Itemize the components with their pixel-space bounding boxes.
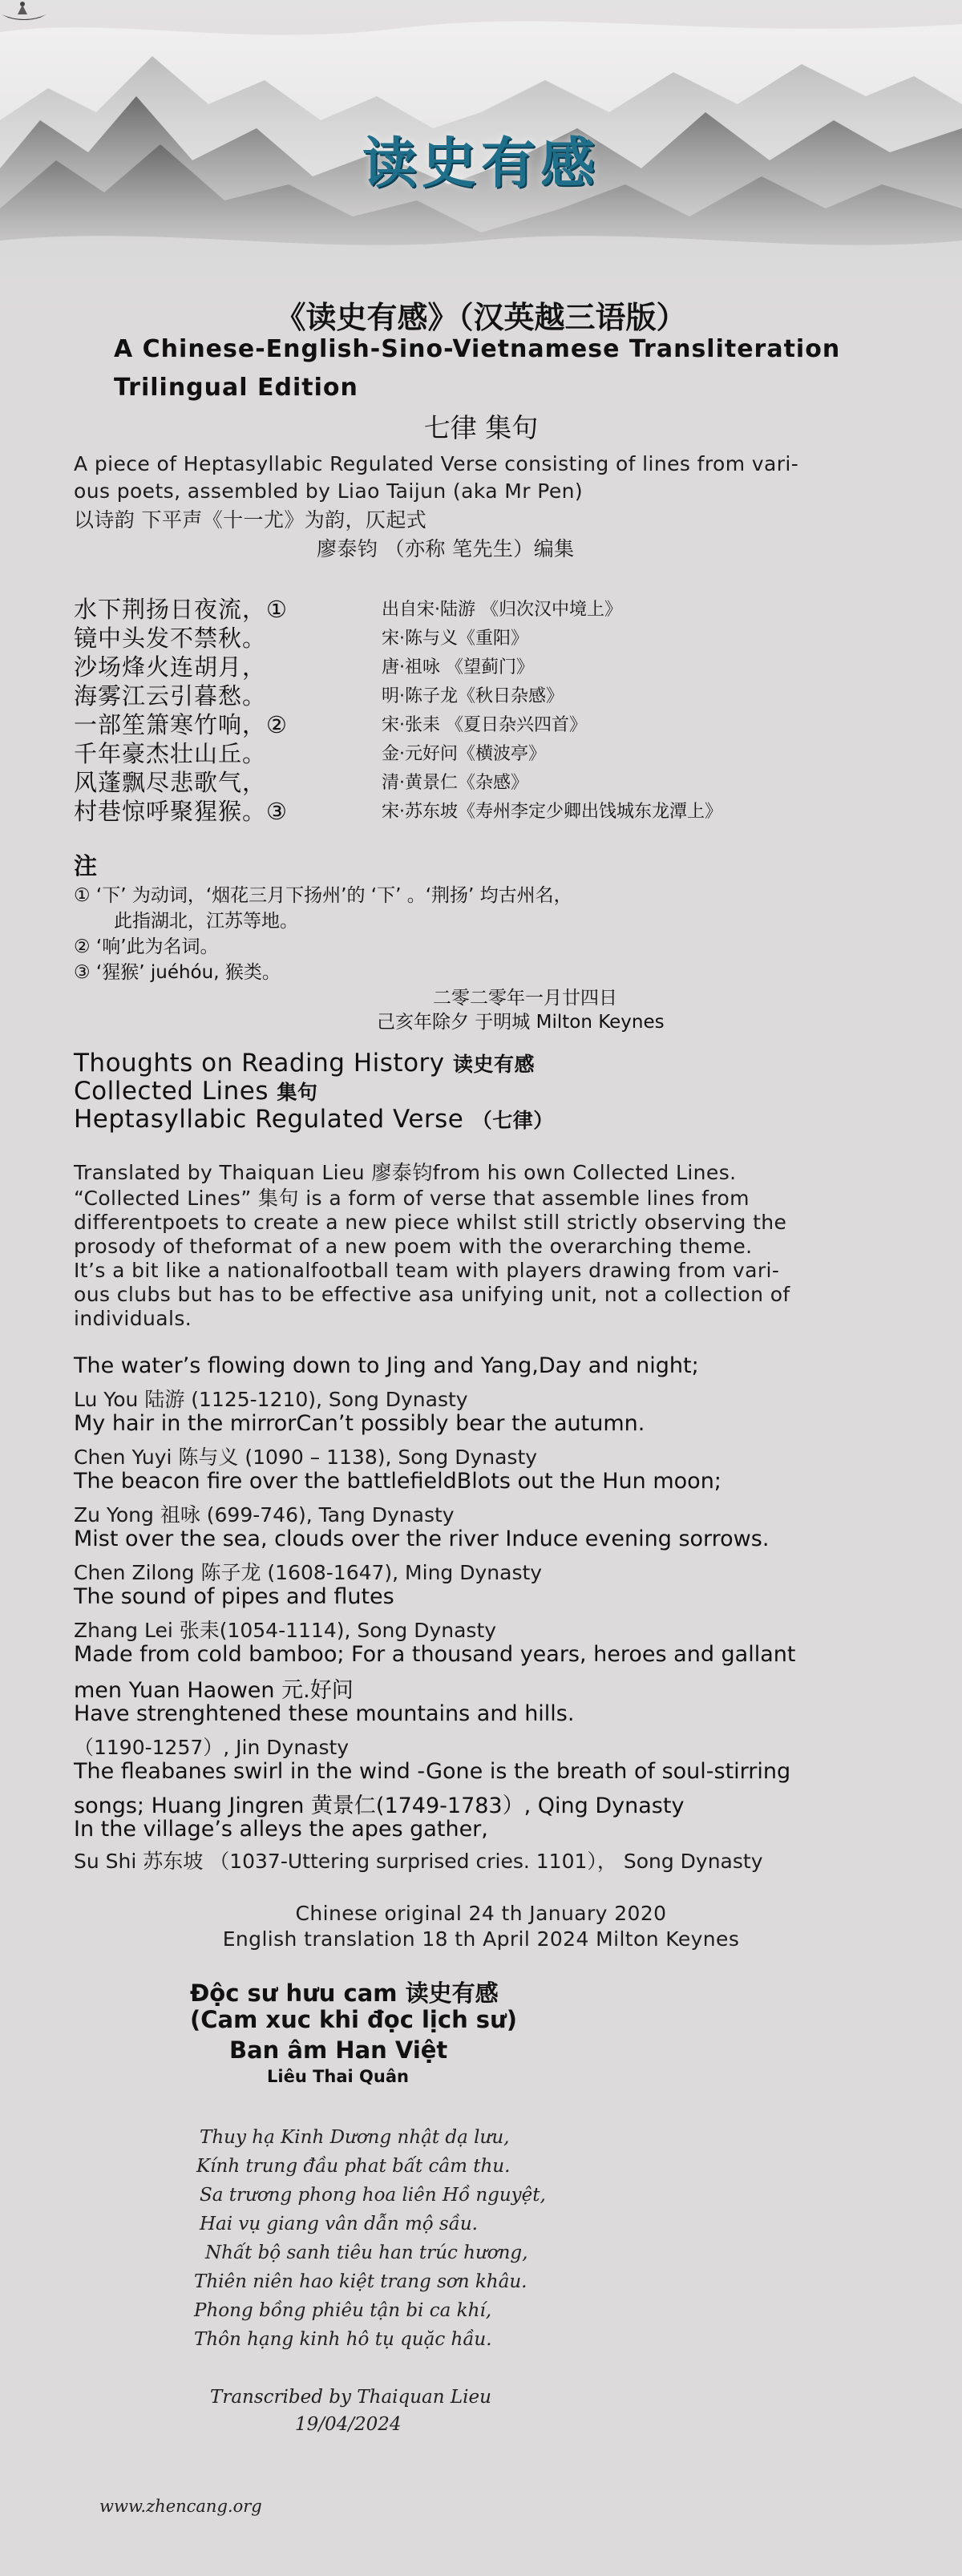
transcriber-line: Transcribed by Thaiquan Lieu	[210, 2387, 491, 2408]
description-line: “Collected Lines” 集句 is a form of verse that assemble lines from	[74, 1187, 750, 1210]
description-line: prosody of theformat of a new poem with the overarching theme.	[74, 1235, 753, 1258]
translator-en: Translated by Thaiquan Lieu	[74, 1161, 372, 1184]
verse-author: Zu Yong 祖咏 (699-746), Tang Dynasty	[74, 1503, 455, 1527]
verse-author: Chen Zilong 陈子龙 (1608-1647), Ming Dynasty	[74, 1561, 543, 1584]
poem-source: 宋·张耒 《夏日杂兴四首》	[382, 715, 587, 735]
vietnamese-line: Sa trương phong hoa liên Hồ nguyệt,	[200, 2185, 546, 2206]
poem-source: 唐·祖咏 《望蓟门》	[382, 657, 534, 677]
verse-line: In the village’s alleys the apes gather,	[74, 1817, 488, 1842]
vietnamese-line: Thiên niên hao kiệt trang sơn khâu.	[194, 2271, 527, 2292]
verse-line: Made from cold bamboo; For a thousand years, heroes and gallant	[74, 1642, 796, 1667]
place-chinese: 己亥年除夕 于明城 Milton Keynes	[377, 1012, 665, 1033]
vietnamese-subtitle: (Cam xuc khi đọc lịch sư)	[190, 2006, 517, 2033]
verse-line: The fleabanes swirl in the wind -Gone is the breath of soul-stirring	[74, 1759, 791, 1784]
mountain-banner	[0, 0, 962, 305]
english-title-cn: 读史有感	[452, 1053, 535, 1076]
poem-line: 风蓬飘尽悲歌气，	[74, 769, 267, 796]
collected-lines-cn: 集句	[277, 1081, 318, 1104]
verse-author: Lu You 陆游 (1125-1210), Song Dynasty	[74, 1388, 468, 1411]
description-line: individuals.	[74, 1307, 192, 1330]
form-heading: 七律 集句	[423, 412, 539, 443]
intro-line2: ous poets, assembled by Liao Taijun (aka Mr Pen)	[74, 479, 584, 503]
poem-line: 沙场烽火连胡月，	[74, 653, 267, 681]
note-3: ③ ‘猩猴’ juéhóu, 猴类。	[74, 962, 281, 983]
rhyme-note: 以诗韵 下平声《十一尤》为韵，仄起式	[74, 508, 427, 532]
poem-source: 金·元好问《横波亭》	[382, 744, 546, 764]
english-title-text: Thoughts on Reading History	[74, 1049, 453, 1078]
title-english-line2: Trilingual Edition	[114, 374, 358, 402]
poem-line: 海雾江云引暮愁。	[74, 682, 267, 710]
verse-author: （1190-1257）, Jin Dynasty	[74, 1736, 350, 1759]
poem-source: 出自宋·陆游 《归次汉中境上》	[382, 600, 622, 620]
vietnamese-edition: Ban âm Han Việt	[229, 2036, 448, 2064]
date-original: Chinese original 24 th January 2020	[295, 1902, 667, 1925]
vietnamese-line: Thuy hạ Kinh Dương nhật dạ lưu,	[200, 2127, 510, 2148]
poem-line: 村巷惊呼聚猩猴。③	[74, 798, 288, 825]
note-2: ② ‘响’此为名词。	[74, 936, 219, 957]
verse-author: Su Shi 苏东坡 （1037-Uttering surprised cries. 1101）， Song Dynasty	[74, 1850, 763, 1873]
website-link[interactable]: www.zhencang.org	[99, 2497, 262, 2516]
verse-line: My hair in the mirrorCan’t possibly bear the autumn.	[74, 1411, 645, 1436]
transcription-date: 19/04/2024	[295, 2414, 402, 2435]
boat-icon	[0, 0, 48, 24]
date-translation: English translation 18 th April 2024 Milton Keynes	[222, 1927, 740, 1951]
poem-line: 镜中头发不禁秋。	[74, 625, 267, 652]
compiler-line: 廖泰钧 （亦称 笔先生）编集	[317, 537, 575, 560]
verse-line: men Yuan Haowen 元.好问	[74, 1678, 354, 1703]
collected-lines-en: Collected Lines	[74, 1077, 277, 1106]
vietnamese-line: Kính trung đầu phat bất câm thu.	[196, 2156, 511, 2177]
verse-author: Zhang Lei 张耒(1054-1114), Song Dynasty	[74, 1619, 497, 1642]
verse-author: Chen Yuyi 陈与义 (1090 – 1138), Song Dynasty	[74, 1446, 538, 1469]
date-chinese: 二零二零年一月廿四日	[433, 988, 617, 1009]
poem-line: 水下荆扬日夜流，①	[74, 596, 288, 623]
title-chinese: 《读史有感》（汉英越三语版）	[275, 300, 687, 335]
note-1-continued: 此指湖北，江苏等地。	[114, 911, 298, 932]
notes-heading: 注	[74, 852, 99, 880]
title-english-line1: A Chinese-English-Sino-Vietnamese Transliteration	[114, 335, 841, 363]
collected-lines-label	[74, 1077, 317, 1106]
verse-line: The beacon fire over the battlefieldBlots out the Hun moon;	[74, 1469, 722, 1494]
note-1: ① ‘下’ 为动词，‘烟花三月下扬州’的 ‘下’ 。‘荆扬’ 均古州名，	[74, 885, 572, 906]
banner-title: 读史有感	[362, 132, 600, 196]
description-line: It’s a bit like a nationalfootball team with players drawing from vari-	[74, 1259, 780, 1282]
intro-line1: A piece of Heptasyllabic Regulated Verse consisting of lines from vari-	[74, 452, 799, 475]
vietnamese-line: Hai vụ giang vân dẫn mộ sầu.	[200, 2214, 478, 2234]
description-line: ous clubs but has to be effective asa unifying unit, not a collection of	[74, 1283, 790, 1306]
vietnamese-author: Liêu Thai Quân	[267, 2067, 409, 2086]
poem-line: 一部笙箫寒竹响，②	[74, 711, 288, 738]
vietnamese-line: Thôn hạng kinh hô tụ quặc hầu.	[194, 2329, 492, 2350]
english-title	[74, 1049, 535, 1078]
description-line: differentpoets to create a new piece whilst still strictly observing the	[74, 1211, 787, 1234]
verse-form-label	[74, 1105, 554, 1134]
verse-form-cn: （七律）	[471, 1109, 554, 1132]
vietnamese-line: Phong bồng phiêu tận bi ca khí,	[194, 2300, 492, 2321]
poem-source: 明·陈子龙《秋日杂感》	[382, 686, 564, 706]
poem-source: 清·黄景仁《杂感》	[382, 773, 528, 793]
verse-line: Mist over the sea, clouds over the river Induce evening sorrows.	[74, 1527, 770, 1551]
poem-source: 宋·陈与义《重阳》	[382, 629, 528, 649]
translator-tail: from his own Collected Lines.	[432, 1161, 737, 1184]
translator-cn: 廖泰钧	[371, 1161, 433, 1184]
poem-source: 宋·苏东坡《寿州李定少卿出饯城东龙潭上》	[382, 802, 722, 822]
vietnamese-title: Độc sư hưu cam 读史有感	[190, 1980, 499, 2007]
verse-line: The sound of pipes and flutes	[74, 1584, 394, 1609]
verse-line: songs; Huang Jingren 黄景仁(1749-1783）, Qing Dynasty	[74, 1793, 685, 1818]
verse-line: The water’s flowing down to Jing and Yang,Day and night;	[74, 1353, 699, 1378]
verse-line: Have strenghtened these mountains and hills.	[74, 1701, 575, 1726]
poem-line: 千年豪杰壮山丘。	[74, 740, 267, 767]
vietnamese-line: Nhất bộ sanh tiêu han trúc hương,	[205, 2242, 528, 2263]
translator-line	[74, 1159, 736, 1186]
verse-form-en: Heptasyllabic Regulated Verse	[74, 1105, 472, 1134]
